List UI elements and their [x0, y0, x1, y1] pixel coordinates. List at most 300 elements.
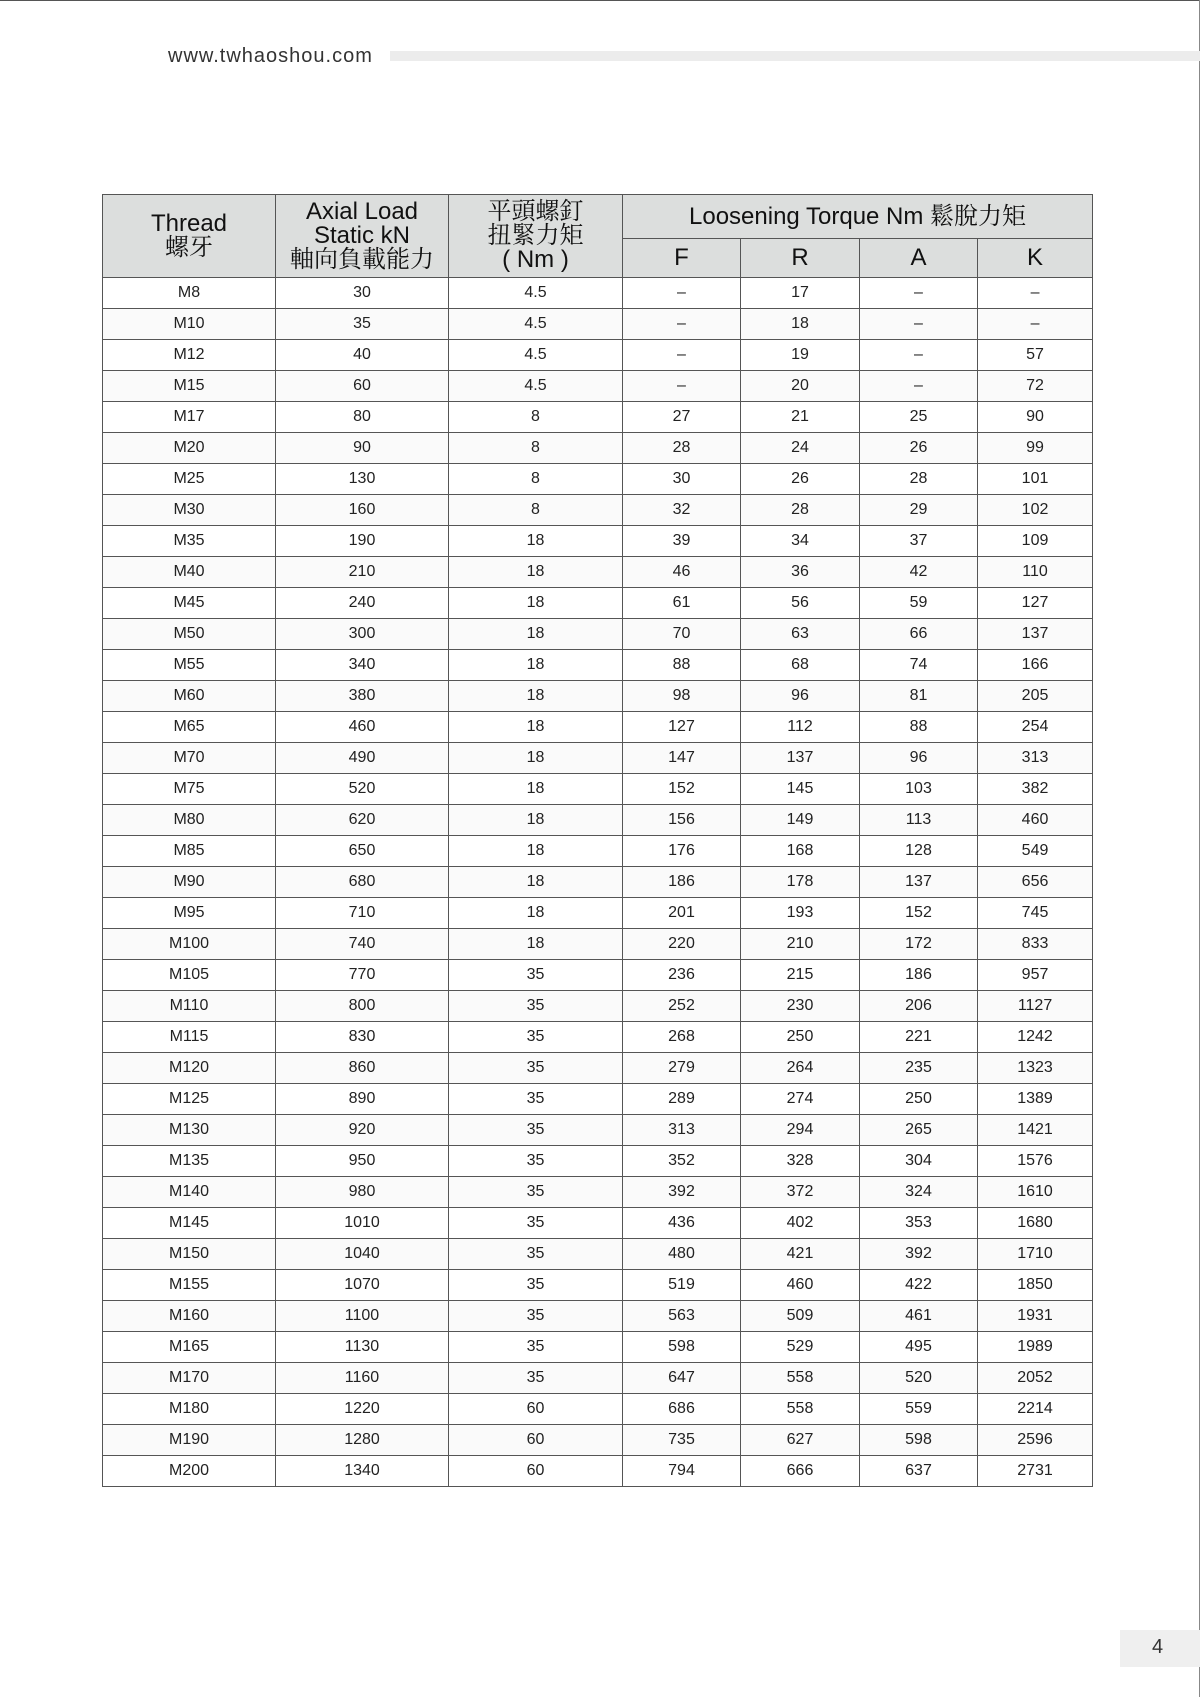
cell-torque-r: 230	[741, 991, 860, 1022]
cell-axial-load: 1160	[276, 1363, 449, 1394]
cell-screw-torque: 18	[449, 557, 623, 588]
cell-torque-a: 598	[860, 1425, 978, 1456]
cell-torque-a: 392	[860, 1239, 978, 1270]
cell-screw-torque: 18	[449, 805, 623, 836]
cell-torque-f: 436	[623, 1208, 741, 1239]
cell-torque-a: 520	[860, 1363, 978, 1394]
cell-axial-load: 1130	[276, 1332, 449, 1363]
cell-screw-torque: 60	[449, 1456, 623, 1487]
cell-axial-load: 950	[276, 1146, 449, 1177]
cell-axial-load: 1010	[276, 1208, 449, 1239]
header-axial-load	[276, 195, 449, 278]
cell-torque-r: 460	[741, 1270, 860, 1301]
cell-torque-r: 558	[741, 1363, 860, 1394]
cell-torque-r: 28	[741, 495, 860, 526]
table-row	[103, 650, 1093, 681]
table-body	[103, 278, 1093, 1487]
cell-thread: M105	[103, 960, 276, 991]
cell-torque-r: 20	[741, 371, 860, 402]
table-row	[103, 960, 1093, 991]
table-row	[103, 309, 1093, 340]
cell-axial-load: 210	[276, 557, 449, 588]
cell-torque-a: 29	[860, 495, 978, 526]
cell-torque-k: 109	[978, 526, 1093, 557]
table-row	[103, 681, 1093, 712]
cell-thread: M170	[103, 1363, 276, 1394]
cell-screw-torque: 4.5	[449, 278, 623, 309]
cell-screw-torque: 35	[449, 1146, 623, 1177]
cell-thread: M40	[103, 557, 276, 588]
header-screw-line3: ( Nm )	[502, 246, 569, 273]
cell-thread: M75	[103, 774, 276, 805]
cell-torque-a: 128	[860, 836, 978, 867]
cell-screw-torque: 4.5	[449, 309, 623, 340]
cell-screw-torque: 8	[449, 402, 623, 433]
cell-torque-a: 422	[860, 1270, 978, 1301]
cell-torque-f: 201	[623, 898, 741, 929]
cell-torque-k: 460	[978, 805, 1093, 836]
cell-torque-r: 63	[741, 619, 860, 650]
table-row	[103, 805, 1093, 836]
cell-axial-load: 490	[276, 743, 449, 774]
cell-thread: M35	[103, 526, 276, 557]
cell-torque-r: 149	[741, 805, 860, 836]
table-row	[103, 1301, 1093, 1332]
cell-axial-load: 680	[276, 867, 449, 898]
cell-torque-a: 59	[860, 588, 978, 619]
cell-torque-f: 176	[623, 836, 741, 867]
table-row	[103, 557, 1093, 588]
cell-axial-load: 650	[276, 836, 449, 867]
table-row	[103, 1146, 1093, 1177]
cell-torque-k: 2731	[978, 1456, 1093, 1487]
cell-thread: M115	[103, 1022, 276, 1053]
cell-torque-r: 24	[741, 433, 860, 464]
cell-thread: M20	[103, 433, 276, 464]
table-row	[103, 1239, 1093, 1270]
cell-thread: M80	[103, 805, 276, 836]
header-thread-en: Thread	[150, 210, 228, 237]
cell-torque-f: 32	[623, 495, 741, 526]
cell-torque-r: 215	[741, 960, 860, 991]
cell-torque-f: 147	[623, 743, 741, 774]
cell-axial-load: 35	[276, 309, 449, 340]
cell-torque-f: 313	[623, 1115, 741, 1146]
cell-axial-load: 920	[276, 1115, 449, 1146]
cell-axial-load: 340	[276, 650, 449, 681]
cell-torque-a: 221	[860, 1022, 978, 1053]
cell-axial-load: 620	[276, 805, 449, 836]
cell-screw-torque: 18	[449, 588, 623, 619]
cell-torque-a: –	[860, 371, 978, 402]
cell-torque-k: 382	[978, 774, 1093, 805]
header-axial-line2: Static kN	[313, 222, 411, 249]
cell-torque-a: 37	[860, 526, 978, 557]
table-row	[103, 867, 1093, 898]
cell-screw-torque: 18	[449, 774, 623, 805]
cell-screw-torque: 18	[449, 743, 623, 774]
cell-screw-torque: 8	[449, 464, 623, 495]
cell-torque-f: –	[623, 371, 741, 402]
cell-axial-load: 980	[276, 1177, 449, 1208]
cell-torque-a: –	[860, 278, 978, 309]
cell-axial-load: 1100	[276, 1301, 449, 1332]
cell-screw-torque: 60	[449, 1425, 623, 1456]
cell-screw-torque: 35	[449, 1022, 623, 1053]
cell-thread: M150	[103, 1239, 276, 1270]
cell-torque-f: 220	[623, 929, 741, 960]
cell-thread: M30	[103, 495, 276, 526]
cell-axial-load: 300	[276, 619, 449, 650]
cell-screw-torque: 18	[449, 681, 623, 712]
cell-torque-r: 627	[741, 1425, 860, 1456]
cell-torque-r: 294	[741, 1115, 860, 1146]
cell-torque-a: 103	[860, 774, 978, 805]
cell-torque-f: 252	[623, 991, 741, 1022]
table-row	[103, 588, 1093, 619]
cell-screw-torque: 35	[449, 1084, 623, 1115]
table-row	[103, 1332, 1093, 1363]
specification-table	[102, 194, 1093, 1487]
cell-torque-r: 402	[741, 1208, 860, 1239]
cell-torque-a: 66	[860, 619, 978, 650]
cell-axial-load: 520	[276, 774, 449, 805]
cell-screw-torque: 18	[449, 526, 623, 557]
table-row	[103, 371, 1093, 402]
cell-torque-r: 68	[741, 650, 860, 681]
cell-torque-a: 26	[860, 433, 978, 464]
cell-torque-a: 324	[860, 1177, 978, 1208]
cell-screw-torque: 35	[449, 1053, 623, 1084]
cell-torque-k: 957	[978, 960, 1093, 991]
cell-thread: M85	[103, 836, 276, 867]
cell-torque-f: 27	[623, 402, 741, 433]
cell-torque-a: 495	[860, 1332, 978, 1363]
cell-torque-r: 168	[741, 836, 860, 867]
cell-torque-a: 250	[860, 1084, 978, 1115]
cell-axial-load: 460	[276, 712, 449, 743]
cell-thread: M15	[103, 371, 276, 402]
table-row	[103, 1456, 1093, 1487]
cell-torque-k: 833	[978, 929, 1093, 960]
cell-torque-k: 127	[978, 588, 1093, 619]
cell-torque-k: 1989	[978, 1332, 1093, 1363]
cell-torque-f: 268	[623, 1022, 741, 1053]
cell-torque-f: 30	[623, 464, 741, 495]
cell-screw-torque: 35	[449, 960, 623, 991]
cell-screw-torque: 35	[449, 1208, 623, 1239]
cell-torque-k: –	[978, 309, 1093, 340]
cell-thread: M10	[103, 309, 276, 340]
cell-thread: M12	[103, 340, 276, 371]
cell-torque-r: 421	[741, 1239, 860, 1270]
cell-torque-a: 235	[860, 1053, 978, 1084]
cell-axial-load: 1040	[276, 1239, 449, 1270]
table-row	[103, 1270, 1093, 1301]
cell-torque-r: 17	[741, 278, 860, 309]
cell-torque-f: 686	[623, 1394, 741, 1425]
cell-torque-k: 102	[978, 495, 1093, 526]
cell-torque-f: 519	[623, 1270, 741, 1301]
header-screw-line2: 扭緊力矩	[487, 222, 584, 249]
cell-torque-f: 279	[623, 1053, 741, 1084]
cell-torque-f: –	[623, 309, 741, 340]
cell-torque-r: 137	[741, 743, 860, 774]
cell-thread: M95	[103, 898, 276, 929]
table-row	[103, 929, 1093, 960]
cell-torque-k: 99	[978, 433, 1093, 464]
table-row	[103, 495, 1093, 526]
table-row	[103, 1363, 1093, 1394]
header-decorative-bar	[390, 51, 1200, 61]
cell-torque-k: 656	[978, 867, 1093, 898]
cell-torque-k: 1127	[978, 991, 1093, 1022]
cell-torque-a: 42	[860, 557, 978, 588]
cell-torque-r: 56	[741, 588, 860, 619]
cell-torque-f: 563	[623, 1301, 741, 1332]
cell-torque-a: 186	[860, 960, 978, 991]
table-row	[103, 712, 1093, 743]
cell-torque-k: 90	[978, 402, 1093, 433]
cell-torque-f: 88	[623, 650, 741, 681]
cell-torque-r: 145	[741, 774, 860, 805]
cell-torque-a: –	[860, 309, 978, 340]
header-row-main	[103, 195, 1093, 239]
cell-torque-a: –	[860, 340, 978, 371]
cell-torque-a: 206	[860, 991, 978, 1022]
cell-thread: M25	[103, 464, 276, 495]
cell-torque-a: 353	[860, 1208, 978, 1239]
cell-screw-torque: 18	[449, 619, 623, 650]
header-screw-line1: 平頭螺釘	[487, 198, 584, 225]
cell-torque-r: 21	[741, 402, 860, 433]
cell-axial-load: 740	[276, 929, 449, 960]
cell-torque-k: 205	[978, 681, 1093, 712]
cell-screw-torque: 4.5	[449, 340, 623, 371]
cell-torque-a: 81	[860, 681, 978, 712]
cell-axial-load: 40	[276, 340, 449, 371]
cell-torque-f: 794	[623, 1456, 741, 1487]
cell-thread: M165	[103, 1332, 276, 1363]
cell-torque-k: 101	[978, 464, 1093, 495]
cell-screw-torque: 60	[449, 1394, 623, 1425]
cell-torque-a: 304	[860, 1146, 978, 1177]
cell-torque-r: 178	[741, 867, 860, 898]
cell-torque-r: 193	[741, 898, 860, 929]
cell-torque-f: 61	[623, 588, 741, 619]
cell-torque-k: 2596	[978, 1425, 1093, 1456]
cell-thread: M200	[103, 1456, 276, 1487]
cell-torque-a: 88	[860, 712, 978, 743]
cell-torque-a: 637	[860, 1456, 978, 1487]
table-row	[103, 836, 1093, 867]
cell-torque-f: –	[623, 340, 741, 371]
cell-torque-f: 480	[623, 1239, 741, 1270]
cell-screw-torque: 18	[449, 898, 623, 929]
table-row	[103, 1115, 1093, 1146]
cell-axial-load: 60	[276, 371, 449, 402]
cell-torque-k: 2052	[978, 1363, 1093, 1394]
cell-torque-a: 137	[860, 867, 978, 898]
cell-torque-k: 166	[978, 650, 1093, 681]
cell-torque-f: 127	[623, 712, 741, 743]
header-screw-torque	[449, 195, 623, 278]
cell-axial-load: 770	[276, 960, 449, 991]
cell-screw-torque: 8	[449, 495, 623, 526]
cell-torque-r: 34	[741, 526, 860, 557]
cell-axial-load: 1340	[276, 1456, 449, 1487]
table-row	[103, 1425, 1093, 1456]
cell-torque-r: 264	[741, 1053, 860, 1084]
cell-axial-load: 240	[276, 588, 449, 619]
cell-torque-r: 96	[741, 681, 860, 712]
table-row	[103, 526, 1093, 557]
cell-torque-k: 1323	[978, 1053, 1093, 1084]
cell-screw-torque: 4.5	[449, 371, 623, 402]
cell-axial-load: 1280	[276, 1425, 449, 1456]
cell-screw-torque: 8	[449, 433, 623, 464]
header-sub-f: F	[623, 239, 741, 278]
cell-axial-load: 30	[276, 278, 449, 309]
cell-torque-f: 186	[623, 867, 741, 898]
cell-torque-f: 352	[623, 1146, 741, 1177]
cell-torque-r: 18	[741, 309, 860, 340]
cell-torque-a: 265	[860, 1115, 978, 1146]
cell-axial-load: 80	[276, 402, 449, 433]
cell-torque-a: 113	[860, 805, 978, 836]
table-row	[103, 898, 1093, 929]
cell-torque-k: 72	[978, 371, 1093, 402]
top-border-line	[0, 0, 1200, 1]
table-row	[103, 743, 1093, 774]
cell-screw-torque: 18	[449, 712, 623, 743]
header-axial-line1: Axial Load	[305, 198, 419, 225]
header-thread	[103, 195, 276, 278]
cell-thread: M65	[103, 712, 276, 743]
cell-torque-k: 1680	[978, 1208, 1093, 1239]
cell-torque-k: 1421	[978, 1115, 1093, 1146]
cell-torque-a: 559	[860, 1394, 978, 1425]
cell-torque-r: 558	[741, 1394, 860, 1425]
cell-screw-torque: 35	[449, 1177, 623, 1208]
cell-thread: M70	[103, 743, 276, 774]
table-row	[103, 433, 1093, 464]
cell-torque-a: 172	[860, 929, 978, 960]
table-row	[103, 402, 1093, 433]
cell-screw-torque: 35	[449, 1115, 623, 1146]
cell-screw-torque: 35	[449, 1363, 623, 1394]
cell-torque-k: 254	[978, 712, 1093, 743]
cell-torque-r: 509	[741, 1301, 860, 1332]
cell-thread: M110	[103, 991, 276, 1022]
cell-torque-a: 152	[860, 898, 978, 929]
cell-axial-load: 130	[276, 464, 449, 495]
header-sub-r: R	[741, 239, 860, 278]
cell-torque-f: 289	[623, 1084, 741, 1115]
cell-torque-k: 1610	[978, 1177, 1093, 1208]
cell-torque-k: 1389	[978, 1084, 1093, 1115]
header-sub-k: K	[978, 239, 1093, 278]
cell-torque-r: 274	[741, 1084, 860, 1115]
cell-torque-r: 210	[741, 929, 860, 960]
cell-screw-torque: 18	[449, 650, 623, 681]
cell-torque-f: 156	[623, 805, 741, 836]
cell-thread: M130	[103, 1115, 276, 1146]
cell-thread: M45	[103, 588, 276, 619]
cell-torque-f: 647	[623, 1363, 741, 1394]
cell-torque-r: 112	[741, 712, 860, 743]
cell-torque-k: 1850	[978, 1270, 1093, 1301]
cell-torque-f: –	[623, 278, 741, 309]
cell-torque-f: 39	[623, 526, 741, 557]
cell-thread: M55	[103, 650, 276, 681]
cell-torque-f: 236	[623, 960, 741, 991]
table-row	[103, 1208, 1093, 1239]
cell-torque-a: 461	[860, 1301, 978, 1332]
cell-torque-k: 745	[978, 898, 1093, 929]
page-number: 4	[1152, 1636, 1164, 1658]
cell-screw-torque: 35	[449, 1270, 623, 1301]
cell-axial-load: 1070	[276, 1270, 449, 1301]
cell-thread: M90	[103, 867, 276, 898]
cell-thread: M160	[103, 1301, 276, 1332]
header-loosening-torque: Loosening Torque Nm 鬆脫力矩	[623, 195, 1093, 239]
cell-thread: M60	[103, 681, 276, 712]
cell-torque-k: 1576	[978, 1146, 1093, 1177]
cell-axial-load: 380	[276, 681, 449, 712]
cell-axial-load: 800	[276, 991, 449, 1022]
cell-torque-f: 98	[623, 681, 741, 712]
cell-axial-load: 90	[276, 433, 449, 464]
cell-axial-load: 890	[276, 1084, 449, 1115]
cell-thread: M155	[103, 1270, 276, 1301]
table-row	[103, 774, 1093, 805]
cell-torque-k: 1242	[978, 1022, 1093, 1053]
cell-thread: M17	[103, 402, 276, 433]
cell-torque-k: 57	[978, 340, 1093, 371]
table-row	[103, 991, 1093, 1022]
cell-torque-k: 137	[978, 619, 1093, 650]
table-row	[103, 1022, 1093, 1053]
cell-axial-load: 190	[276, 526, 449, 557]
cell-torque-r: 328	[741, 1146, 860, 1177]
cell-torque-f: 70	[623, 619, 741, 650]
cell-thread: M8	[103, 278, 276, 309]
cell-torque-a: 74	[860, 650, 978, 681]
cell-screw-torque: 35	[449, 991, 623, 1022]
cell-thread: M145	[103, 1208, 276, 1239]
cell-torque-k: –	[978, 278, 1093, 309]
cell-torque-f: 28	[623, 433, 741, 464]
cell-torque-r: 372	[741, 1177, 860, 1208]
cell-torque-r: 666	[741, 1456, 860, 1487]
table-row	[103, 1177, 1093, 1208]
cell-torque-f: 152	[623, 774, 741, 805]
cell-screw-torque: 18	[449, 836, 623, 867]
cell-thread: M100	[103, 929, 276, 960]
cell-thread: M125	[103, 1084, 276, 1115]
cell-torque-k: 2214	[978, 1394, 1093, 1425]
table-row	[103, 619, 1093, 650]
cell-thread: M180	[103, 1394, 276, 1425]
table-row	[103, 1053, 1093, 1084]
cell-torque-k: 549	[978, 836, 1093, 867]
cell-torque-f: 46	[623, 557, 741, 588]
cell-screw-torque: 35	[449, 1239, 623, 1270]
cell-torque-a: 28	[860, 464, 978, 495]
cell-axial-load: 710	[276, 898, 449, 929]
cell-torque-k: 1710	[978, 1239, 1093, 1270]
